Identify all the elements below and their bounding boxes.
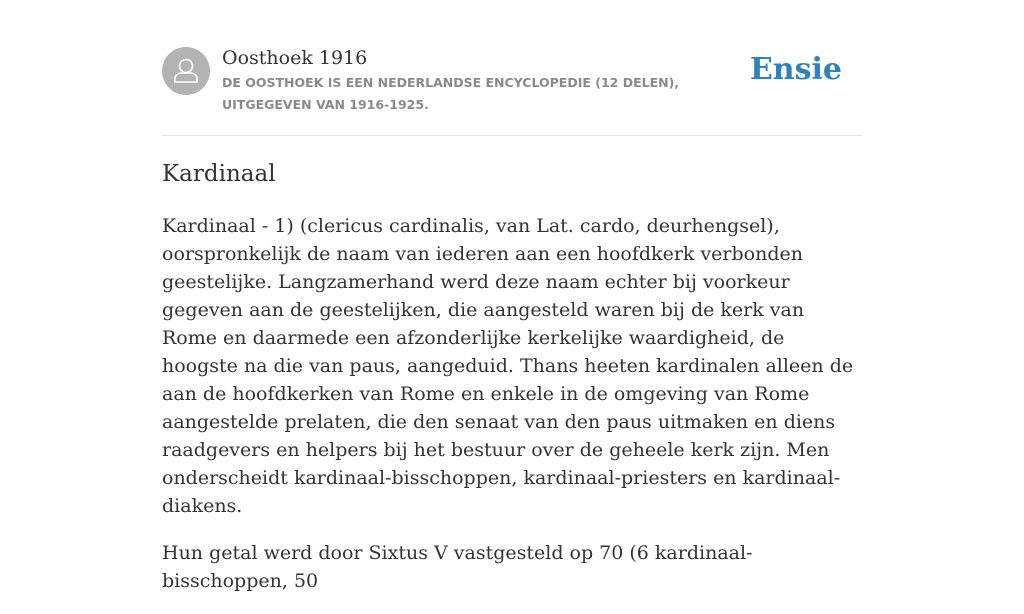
source-title[interactable]: Oosthoek 1916 [222, 47, 368, 69]
source-description: DE OOSTHOEK IS EEN NEDERLANDSE ENCYCLOPEDIE (12 DELEN), UITGEGEVEN VAN 1916-1925. [222, 75, 680, 112]
article-paragraph: Hun getal werd door Sixtus V vastgesteld op 70 (6 kardinaal-bisschoppen, 50 [162, 542, 753, 592]
article-body [162, 212, 864, 614]
ensie-logo[interactable]: Ensie [749, 52, 842, 87]
article-paragraph: Kardinaal - 1) (clericus cardinalis, van Lat. cardo, deurhengsel), oorspronkelijk de naam van iederen aan een hoofdkerk verbonden geestelijke. Langzamerhand werd deze naam echter bij voorkeur gegeven aan de geestelijken, die aangesteld waren bij de kerk van Rome en daarmede een afzonderlijke kerkelijke waardigheid, de hoogste na die van paus, aangeduid. Thans heeten kardinalen alleen de aan de hoofdkerken van Rome en enkele in de omgeving van Rome aangestelde prelaten, die den senaat van den paus uitmaken en diens raadgevers en helpers bij het bestuur over de geheele kerk zijn. Men onderscheidt kardinaal-bisschoppen, kardinaal-priesters en kardinaal-diakens. [162, 215, 854, 517]
header-divider [162, 135, 862, 136]
article-title: Kardinaal [162, 161, 276, 187]
source-header [162, 46, 862, 136]
user-avatar-icon[interactable] [162, 47, 210, 95]
user-silhouette-icon [162, 47, 210, 95]
